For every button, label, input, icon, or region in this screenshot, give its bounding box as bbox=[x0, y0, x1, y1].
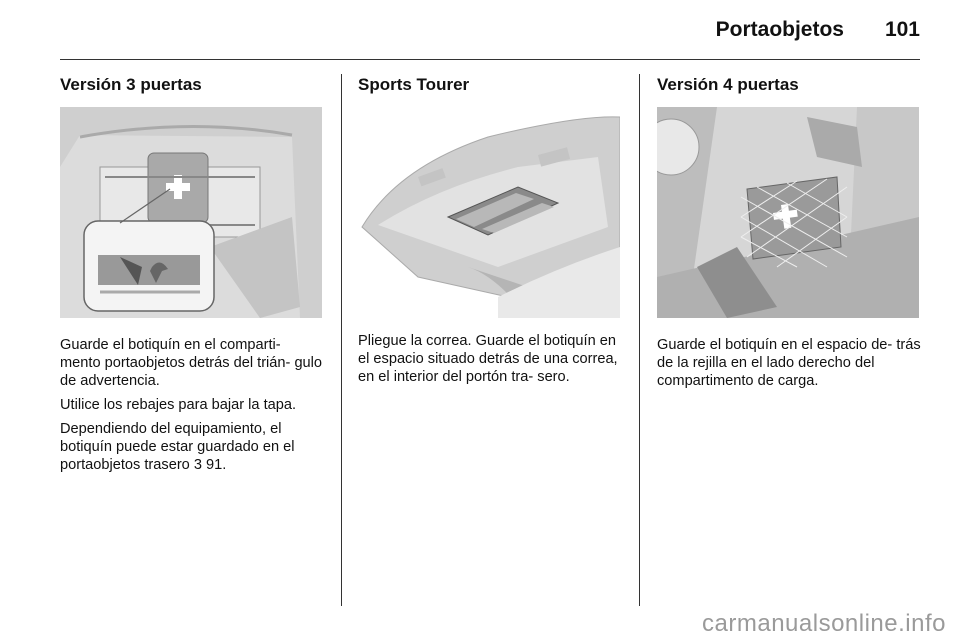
page-header bbox=[60, 0, 920, 60]
header-rule bbox=[60, 59, 920, 60]
section-body bbox=[60, 336, 325, 480]
section-heading: Sports Tourer bbox=[358, 75, 470, 94]
section-body bbox=[657, 336, 922, 396]
reference-page[interactable]: 91. bbox=[202, 457, 227, 473]
page-number: 101 bbox=[884, 18, 920, 41]
section-heading: Versión 4 puertas bbox=[657, 75, 799, 94]
paragraph: Guarde el botiquín en el comparti‐ mento portaobjetos detrás del trián‐ gulo de advertencia. bbox=[60, 337, 323, 389]
column-divider bbox=[639, 74, 640, 606]
illustration-3-door bbox=[60, 107, 322, 318]
reference-arrow-icon: 3 bbox=[193, 457, 202, 473]
column-4-door bbox=[657, 74, 921, 389]
paragraph: Guarde el botiquín en el espacio de‐ trás de la rejilla en el lado derecho del compartimento de carga. bbox=[657, 337, 921, 389]
paragraph: Dependiendo del equipamiento, el botiquín puede estar guardado en el portaobjetos trasero 3 91. bbox=[60, 421, 295, 473]
column-divider bbox=[341, 74, 342, 606]
paragraph: Pliegue la correa. Guarde el botiquín en el espacio situado detrás de una correa, en el interior del portón tra‐ sero. bbox=[358, 333, 618, 385]
illustration-4-door bbox=[657, 107, 919, 318]
paragraph: Utilice los rebajes para bajar la tapa. bbox=[60, 397, 297, 413]
section-heading: Versión 3 puertas bbox=[60, 75, 202, 94]
page-title: Portaobjetos bbox=[715, 18, 844, 41]
column-3-door bbox=[60, 74, 323, 473]
section-body bbox=[358, 332, 623, 392]
column-sports-tourer bbox=[358, 74, 620, 385]
illustration-sports-tourer bbox=[358, 107, 620, 318]
watermark: carmanualsonline.info bbox=[702, 610, 946, 637]
